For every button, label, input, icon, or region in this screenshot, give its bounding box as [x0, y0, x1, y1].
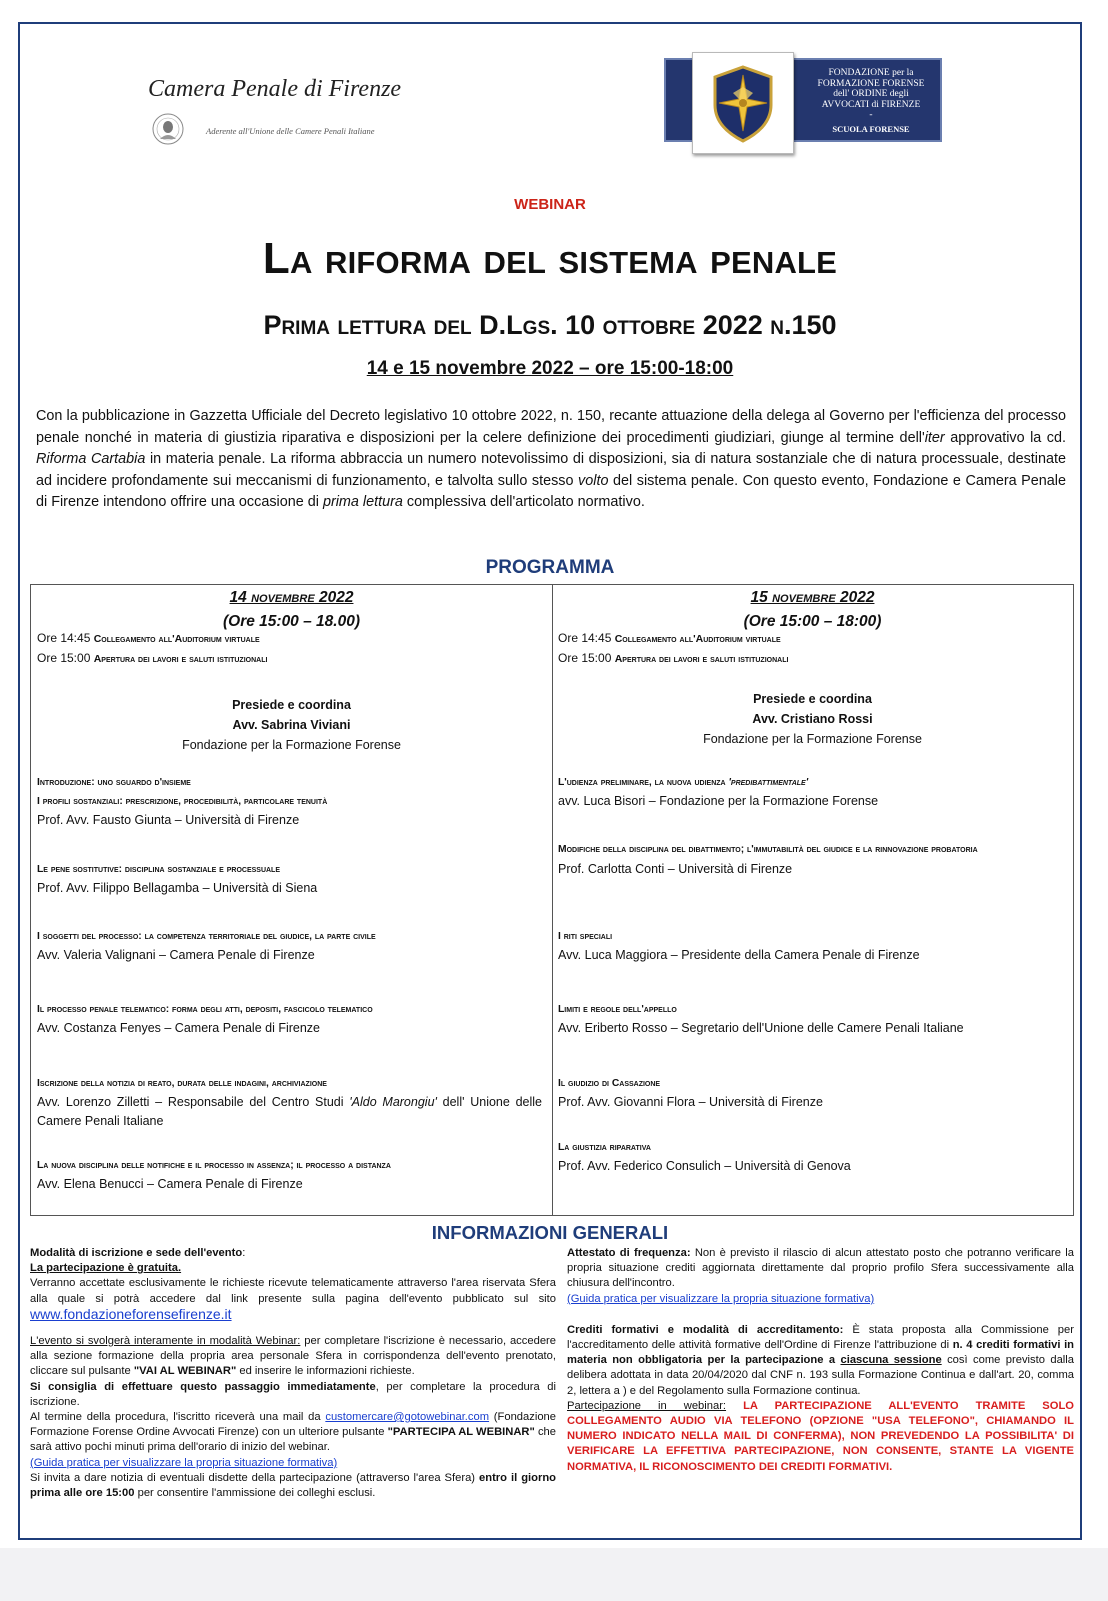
column-divider: [552, 585, 553, 1215]
info-right-column: [567, 1246, 1074, 1475]
schedule-text: Collegamento all'Auditorium virtuale: [614, 633, 781, 645]
info-paragraph: [567, 1246, 1074, 1292]
intro-text: Con la pubblicazione in Gazzetta Ufficiale del Decreto legislativo 10 ottobre 2022, n. 150, recante attuazione della delega al Governo per l'efficienza del processo penale nonché in materia di giustizia riparativa e disposizioni per la celere definizione dei procedimenti giudiziari, giunge al termine dell': [36, 408, 1066, 446]
website-link[interactable]: www.fondazioneforensefirenze.it: [30, 1305, 232, 1322]
session-title: La nuova disciplina delle notifiche e il processo in assenza; il processo a distanza: [37, 1160, 391, 1171]
session-speaker: Avv. Luca Maggiora – Presidente della Camera Penale di Firenze: [558, 948, 920, 962]
session: [37, 773, 542, 830]
schedule-text: Apertura dei lavori e saluti istituzionali: [93, 653, 268, 665]
info-text: (Fondazione Formazione Forense Ordine Avvocati Firenze) con un ulteriore pulsante: [30, 1411, 556, 1439]
info-text: L'evento si svolgerà interamente in modalità Webinar:: [30, 1335, 301, 1348]
session-speaker: Avv. Eriberto Rosso – Segretario dell'Unione delle Camere Penali Italiane: [558, 1021, 964, 1035]
session-speaker: Prof. Carlotta Conti – Università di Firenze: [558, 862, 793, 876]
info-text: ed inserire le informazioni richieste.: [236, 1365, 415, 1378]
info-paragraph: [30, 1380, 556, 1410]
info-left-column: [30, 1246, 556, 1501]
chair-name: Avv. Sabrina Viviani: [232, 718, 351, 732]
info-text: :: [242, 1247, 246, 1259]
camera-penale-seal-icon: [138, 112, 200, 146]
info-paragraph: [30, 1334, 556, 1380]
info-label: Modalità di iscrizione e sede dell'evento: [30, 1247, 243, 1259]
webinar-label: WEBINAR: [514, 196, 586, 213]
intro-text: prima lettura: [322, 494, 403, 510]
chair-name: Avv. Cristiano Rossi: [752, 712, 873, 726]
schedule-text: Apertura dei lavori e saluti istituzionali: [614, 653, 789, 665]
schedule-line: [37, 651, 267, 666]
guide-link[interactable]: (Guida pratica per visualizzare la propria situazione formativa): [567, 1292, 875, 1305]
chair-org: Fondazione per la Formazione Forense: [703, 732, 922, 746]
day-time: (Ore 15:00 – 18:00): [743, 613, 882, 630]
session-speaker: Avv. Elena Benucci – Camera Penale di Firenze: [37, 1177, 303, 1191]
camera-penale-title: Camera Penale di Firenze: [148, 76, 402, 102]
info-text: "PARTECIPA AL WEBINAR": [387, 1426, 535, 1439]
info-text: per consentire l'ammissione dei colleghi esclusi.: [134, 1487, 376, 1500]
session: [558, 1000, 1063, 1038]
camera-penale-subtitle: Aderente all'Unione delle Camere Penali Italiane: [206, 126, 375, 136]
title-text: L'udienza preliminare, la nuova udienza: [558, 777, 729, 788]
speaker-text: 'Aldo Marongiu': [349, 1095, 437, 1109]
scuola-forense-label: SCUOLA FORENSE: [832, 123, 910, 134]
session: [37, 1074, 542, 1131]
intro-text: iter: [924, 429, 945, 446]
session-speaker: Avv. Costanza Fenyes – Camera Penale di Firenze: [37, 1021, 321, 1035]
info-heading: INFORMAZIONI GENERALI: [431, 1222, 669, 1243]
info-text: entro il giorno prima alle ore 15:00: [30, 1471, 556, 1500]
fondazione-line: -: [869, 110, 873, 120]
event-title: La riforma del sistema penale: [262, 234, 838, 283]
info-text: così come previsto dalla delibera adottata in data 20/04/2020 dal CNF n. 193 sulla Formazione Continua e dall'art. 20, comma 2, lettera a ) e del Regolamento sulla Formazione continua.: [567, 1354, 1074, 1397]
info-text: ciascuna sessione: [840, 1354, 942, 1367]
session-title: Le pene sostitutive: disciplina sostanziale e processuale: [37, 864, 281, 875]
chair-block: [31, 695, 552, 755]
session: [558, 1138, 1063, 1176]
title-text: 'predibattimentale': [728, 777, 809, 788]
session-title: Iscrizione della notizia di reato, durata delle indagini, archiviazione: [37, 1078, 327, 1089]
speaker-text: Avv. Lorenzo Zilletti – Responsabile del Centro Studi: [37, 1095, 350, 1109]
intro-text: volto: [578, 472, 609, 489]
session-speaker: Prof. Avv. Federico Consulich – Università di Genova: [558, 1159, 851, 1173]
fondazione-line: AVVOCATI di FIRENZE: [821, 99, 921, 110]
info-text: Si invita a dare notizia di eventuali disdette della partecipazione (attraverso l'area Sfera): [30, 1471, 480, 1484]
info-paragraph: [30, 1276, 556, 1324]
speaker-text: dell' Unione delle Camere Penali Italiane: [37, 1095, 542, 1128]
session-speaker: avv. Luca Bisori – Fondazione per la Formazione Forense: [558, 794, 879, 808]
fondazione-line: dell' ORDINE degli: [833, 89, 909, 99]
email-link[interactable]: customercare@gotowebinar.com: [325, 1411, 490, 1424]
info-gratuita: La partecipazione è gratuita.: [30, 1262, 182, 1275]
info-text: Si consiglia di effettuare questo passaggio immediatamente: [30, 1380, 376, 1393]
info-text: per completare l'iscrizione è necessario, accedere alla sezione formazione della propria area personale Sfera in corrispondenza dell'evento prenotato, cliccare sul pulsante: [30, 1335, 556, 1378]
fondazione-logo: [664, 58, 942, 142]
day-time: (Ore 15:00 – 18.00): [222, 613, 360, 630]
fondazione-line: FONDAZIONE per la: [828, 68, 914, 78]
intro-text: complessiva dell'articolato normativo.: [402, 494, 645, 510]
info-label: Attestato di frequenza:: [567, 1247, 691, 1259]
schedule-line: [558, 651, 788, 666]
session: [558, 1074, 1063, 1112]
day-date: 15 novembre 2022: [750, 589, 875, 606]
session-speaker: Avv. Valeria Valignani – Camera Penale di Firenze: [37, 948, 315, 962]
intro-text: del sistema penale. Con questo evento, Fondazione e Camera Penale di Firenze intendono offrire una occasione di: [36, 472, 1066, 510]
info-text: Non è previsto il rilascio di alcun attestato posto che potranno verificare la propria situazione crediti aggiornata direttamente dal proprio profilo Sfera successivamente alla chiusura dell'incontro.: [567, 1247, 1074, 1290]
intro-text: in materia penale. La riforma abbraccia un numero notevolissimo di disposizioni, sia di natura sostanziale che di natura processuale, destinate ad incidere profondamente sui meccanismi di funzionamento, e talvolta sullo stesso: [36, 451, 1066, 489]
session-speaker: [37, 1093, 542, 1131]
warning-text: LA PARTECIPAZIONE ALL'EVENTO TRAMITE SOLO COLLEGAMENTO AUDIO VIA TELEFONO (OPZIONE "USA TELEFONO", CHIAMANDO IL NUMERO INDICATO NELLA MAIL DI CONFERMA), NON PREVEDENDO LA POSSIBILITA' DI VERIFICARE LA EFFETTIVA PARTECIPAZIONE, NON CONSENTE, STANTE LA VIGENTE NORMATIVA, IL RICONOSCIMENTO DEI CREDITI FORMATIVI.: [567, 1399, 1075, 1473]
schedule-time: Ore 14:45: [558, 631, 612, 645]
info-text: che sarà attivo pochi minuti prima dell'orario di inizio del webinar.: [30, 1426, 556, 1454]
session: [558, 840, 1063, 879]
programma-table: [30, 584, 1074, 1216]
session-title: La giustizia riparativa: [558, 1142, 651, 1153]
info-text: È stata proposta alla Commissione per l'accreditamento delle attività formative dell'Ordine di Firenze l'attribuzione di: [567, 1323, 1074, 1352]
programma-heading: PROGRAMMA: [485, 557, 615, 578]
chair-block: [552, 689, 1073, 749]
fondazione-emblem-icon: [692, 52, 794, 154]
chair-org: Fondazione per la Formazione Forense: [182, 738, 401, 752]
chair-label: Presiede e coordina: [753, 692, 872, 706]
schedule-line: [37, 631, 260, 646]
info-text: Al termine della procedura, l'iscritto riceverà una mail da: [30, 1411, 326, 1424]
session-title: Il processo penale telematico: forma degli atti, depositi, fascicolo telematico: [37, 1004, 373, 1015]
info-paragraph: [30, 1410, 556, 1456]
info-label: Crediti formativi e modalità di accreditamento:: [567, 1323, 844, 1336]
session-speaker: Prof. Avv. Fausto Giunta – Università di Firenze: [37, 813, 300, 827]
session: [37, 927, 542, 965]
info-paragraph: [567, 1399, 1074, 1475]
intro-paragraph: [36, 406, 1066, 514]
session: [37, 860, 542, 898]
info-paragraph: [30, 1471, 556, 1501]
session-speaker: Prof. Avv. Giovanni Flora – Università di Firenze: [558, 1095, 823, 1109]
intro-text: Riforma Cartabia: [36, 451, 146, 467]
session-title: Modifiche della disciplina del dibattimento; l'immutabilità del giudice e la rinnovazione probatoria: [558, 844, 978, 855]
session-title: I soggetti del processo: la competenza territoriale del giudice, la parte civile: [37, 931, 376, 942]
session-title: Il giudizio di Cassazione: [558, 1078, 661, 1089]
session-title: Introduzione: uno sguardo d'insieme: [37, 777, 191, 788]
info-text: Verranno accettate esclusivamente le richieste ricevute telematicamente attraverso l'area riservata Sfera alla quale si potrà accedere dal link presente sulla pagina dell'evento pubblicato sul sito: [30, 1277, 556, 1305]
fondazione-logo-text: [802, 68, 940, 134]
session-title: Limiti e regole dell'appello: [558, 1004, 677, 1015]
info-text: , per completare la procedura di iscrizione.: [30, 1380, 557, 1408]
session-title: I profili sostanziali: prescrizione, procedibilità, particolare tenuità: [37, 796, 328, 807]
schedule-line: [558, 631, 781, 646]
session: [37, 1156, 542, 1194]
session-title: [558, 773, 1063, 792]
guide-link[interactable]: (Guida pratica per visualizzare la propria situazione formativa): [30, 1456, 338, 1469]
info-text: n. 4 crediti formativi in materia non obbligatoria per la partecipazione a: [567, 1339, 1075, 1367]
session: [558, 773, 1063, 811]
session: [37, 1000, 542, 1038]
event-subtitle: Prima lettura del D.Lgs. 10 ottobre 2022 n.150: [263, 310, 837, 340]
schedule-time: Ore 15:00: [558, 651, 612, 665]
chair-label: Presiede e coordina: [232, 698, 351, 712]
session-title: I riti speciali: [558, 931, 613, 942]
intro-text: approvativo la cd.: [944, 429, 1066, 446]
fondazione-line: FORMAZIONE FORENSE: [817, 78, 925, 89]
schedule-time: Ore 15:00: [37, 651, 91, 665]
info-text: Partecipazione in webinar:: [567, 1399, 727, 1412]
schedule-time: Ore 14:45: [37, 631, 91, 645]
schedule-text: Collegamento all'Auditorium virtuale: [93, 633, 260, 645]
info-paragraph: [30, 1246, 556, 1261]
info-text: "VAI AL WEBINAR": [133, 1365, 237, 1378]
day-date: 14 novembre 2022: [229, 589, 354, 606]
session: [558, 927, 1063, 965]
session-speaker: Prof. Avv. Filippo Bellagamba – Università di Siena: [37, 881, 318, 895]
event-dates: 14 e 15 novembre 2022 – ore 15:00-18:00: [366, 358, 734, 379]
info-paragraph: [567, 1323, 1074, 1399]
